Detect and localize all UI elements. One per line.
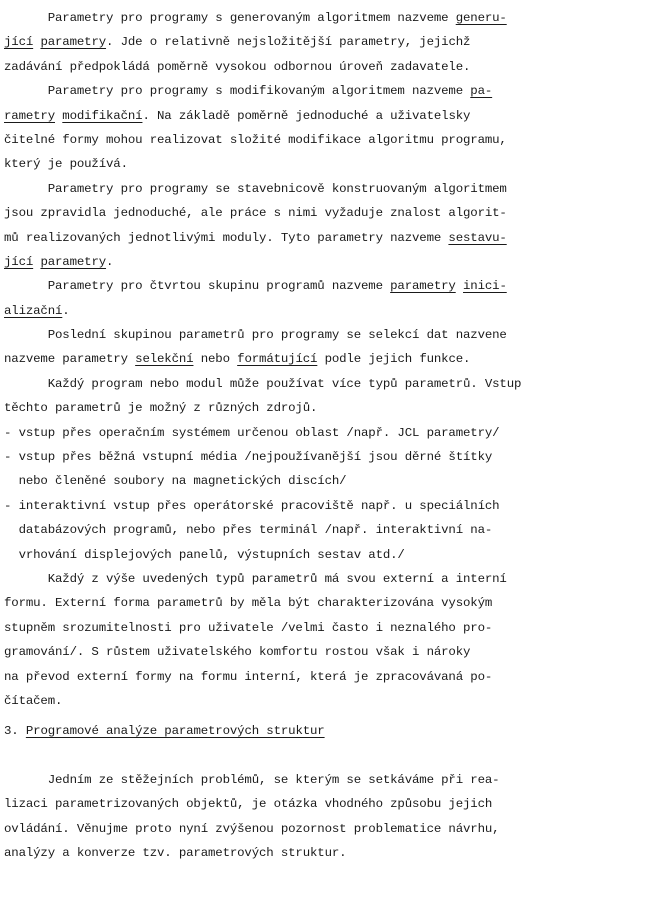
text-segment: gramování/. S růstem uživatelského komfortu rostou však i nároky xyxy=(4,645,471,660)
text-line xyxy=(4,640,634,664)
text-segment: čitelné formy mohou realizovat složité modifikace algoritmu programu, xyxy=(4,132,507,147)
paragraph xyxy=(4,177,634,275)
text-line xyxy=(4,104,634,128)
text-segment: Parametry pro programy s generovaným algoritmem nazveme xyxy=(4,11,456,25)
section-heading xyxy=(4,719,634,743)
text-line: Jedním ze stěžejních problémů, se kterým se setkáváme při rea- xyxy=(4,772,500,787)
section-number: 3. xyxy=(4,724,19,739)
text-line xyxy=(4,445,634,469)
text-line xyxy=(4,494,634,518)
final-paragraph xyxy=(4,768,634,866)
text-line xyxy=(4,201,634,225)
paragraph xyxy=(4,372,634,567)
text-line: ovládání. Věnujme proto nyní zvýšenou pozornost problematice návrhu, xyxy=(4,821,500,836)
text-line xyxy=(4,6,634,30)
body-text xyxy=(4,6,634,713)
text-line: analýzy a konverze tzv. parametrových struktur. xyxy=(4,845,347,860)
text-line xyxy=(4,226,634,250)
text-segment: . Jde o relativně nejsložitější parametry, jejichž xyxy=(106,35,471,50)
text-line xyxy=(4,591,634,615)
text-line xyxy=(4,274,634,298)
underlined-term: generu- xyxy=(455,11,507,25)
text-segment: . xyxy=(106,254,114,269)
underlined-term: jící xyxy=(4,254,34,269)
text-segment: - vstup přes operačním systémem určenou oblast /např. JCL parametry/ xyxy=(4,425,500,440)
text-segment: vrhování displejových panelů, výstupních sestav atd./ xyxy=(4,547,405,562)
underlined-term: rametry xyxy=(4,108,55,123)
text-line xyxy=(4,177,634,201)
underlined-term: parametry xyxy=(390,279,456,294)
text-segment: nebo xyxy=(193,352,238,367)
text-segment: . Na základě poměrně jednoduché a uživatelsky xyxy=(142,108,471,123)
text-line xyxy=(4,665,634,689)
text-segment: těchto parametrů je možný z různých zdrojů. xyxy=(4,401,318,416)
underlined-term: selekční xyxy=(135,352,194,367)
text-segment: nazveme parametry xyxy=(4,352,136,367)
text-segment: Parametry pro programy s modifikovaným algoritmem nazveme xyxy=(4,84,471,99)
text-line xyxy=(4,30,634,54)
text-segment: na převod externí formy na formu interní, která je zpracovávaná po- xyxy=(4,669,493,684)
text-segment: . xyxy=(62,303,70,318)
text-line xyxy=(4,469,634,493)
text-segment: databázových programů, nebo přes terminál /např. interaktivní na- xyxy=(4,523,493,538)
text-line xyxy=(4,79,634,103)
paragraph xyxy=(4,79,634,177)
text-line xyxy=(4,421,634,445)
text-segment: jsou zpravidla jednoduché, ale práce s nimi vyžaduje znalost algorit- xyxy=(4,206,507,221)
heading-spacer xyxy=(4,744,634,768)
text-segment: nebo členěné soubory na magnetických discích/ xyxy=(4,474,347,489)
text-line xyxy=(4,518,634,542)
text-segment xyxy=(456,279,463,293)
text-segment: podle jejich funkce. xyxy=(317,352,471,367)
text-segment: zadávání předpokládá poměrně vysokou odbornou úroveň zadavatele. xyxy=(4,59,471,74)
underlined-term: sestavu- xyxy=(448,230,507,245)
text-segment: mů realizovaných jednotlivými moduly. Tyto parametry nazveme xyxy=(4,230,449,245)
text-segment: stupněm srozumitelnosti pro uživatele /velmi často i neznalého pro- xyxy=(4,620,493,635)
paragraph xyxy=(4,274,634,323)
text-line xyxy=(4,152,634,176)
underlined-term: modifikační xyxy=(62,108,143,123)
text-line: lizaci parametrizovaných objektů, je otázka vhodného způsobu jejich xyxy=(4,797,493,812)
text-segment: formu. Externí forma parametrů by měla být charakterizována vysokým xyxy=(4,596,493,611)
underlined-term: alizační xyxy=(4,303,63,318)
underlined-term: formátující xyxy=(237,352,318,367)
underlined-term: inici- xyxy=(463,279,507,294)
text-segment: Poslední skupinou parametrů pro programy se selekcí dat nazvene xyxy=(4,328,507,343)
text-segment: který je používá. xyxy=(4,157,128,172)
text-segment: Každý program nebo modul může používat více typů parametrů. Vstup xyxy=(4,376,522,391)
paragraph xyxy=(4,323,634,372)
text-line xyxy=(4,689,634,713)
text-segment: čítačem. xyxy=(4,693,63,708)
underlined-term: parametry xyxy=(40,35,107,50)
underlined-term: pa- xyxy=(470,84,493,99)
text-line xyxy=(4,250,634,274)
text-line xyxy=(4,347,634,371)
text-segment: - vstup přes běžná vstupní média /nejpoužívanější jsou děrné štítky xyxy=(4,450,493,465)
underlined-term: jící xyxy=(4,35,34,50)
text-line xyxy=(4,616,634,640)
paragraph xyxy=(4,567,634,713)
text-segment: Každý z výše uvedených typů parametrů má svou externí a interní xyxy=(4,571,507,586)
paragraph xyxy=(4,6,634,79)
text-line xyxy=(4,55,634,79)
text-segment: Parametry pro programy se stavebnicově konstruovaným algoritmem xyxy=(4,181,507,196)
text-line xyxy=(4,323,634,347)
text-line xyxy=(4,396,634,420)
text-line xyxy=(4,128,634,152)
underlined-term: parametry xyxy=(40,254,107,269)
text-line xyxy=(4,543,634,567)
text-line xyxy=(4,372,634,396)
text-line xyxy=(4,567,634,591)
text-segment: - interaktivní vstup přes operátorské pracoviště např. u speciálních xyxy=(4,498,500,513)
text-line xyxy=(4,299,634,323)
text-segment: Parametry pro čtvrtou skupinu programů nazveme xyxy=(4,279,391,294)
section-title: Programové analýze parametrových struktur xyxy=(25,724,325,739)
